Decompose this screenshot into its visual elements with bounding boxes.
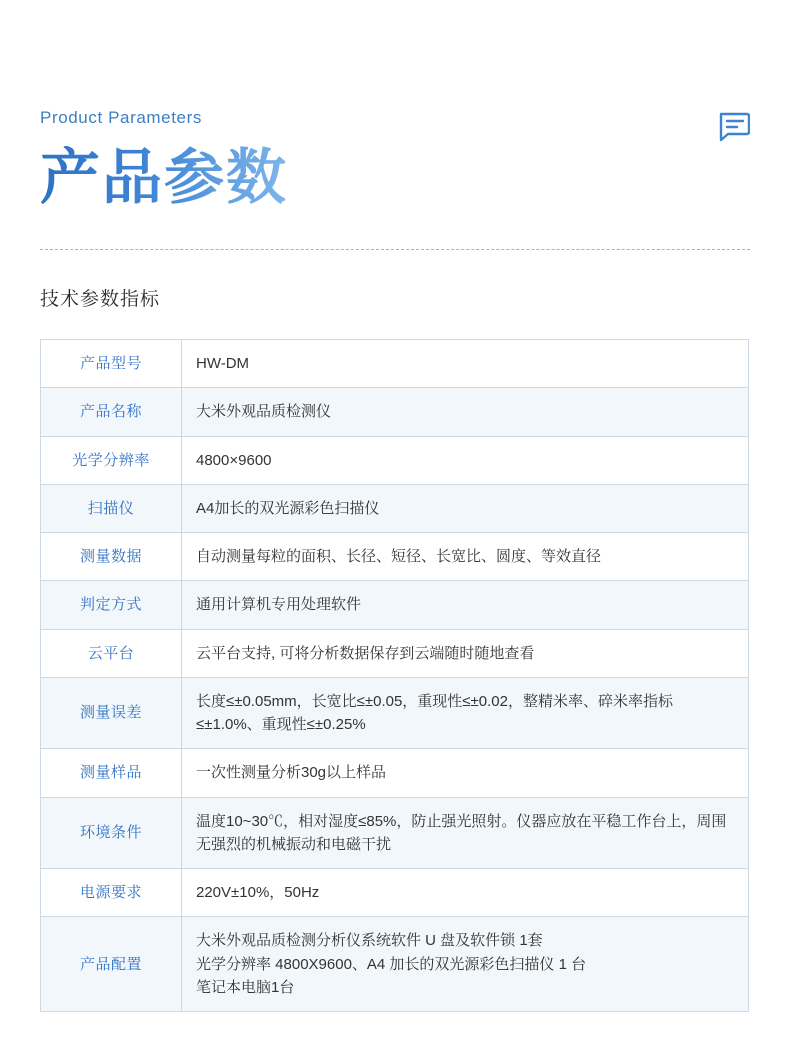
row-label: 产品名称 (41, 388, 182, 436)
table-row (41, 677, 749, 749)
row-label: 测量误差 (41, 677, 182, 749)
table-row (41, 869, 749, 917)
row-label: 电源要求 (41, 869, 182, 917)
row-value: 长度≤±0.05mm，长宽比≤±0.05，重现性≤±0.02，整精米率、碎米率指标≤±1.0%、重现性≤±0.25% (182, 677, 749, 749)
header-divider (40, 249, 750, 250)
row-label: 扫描仪 (41, 484, 182, 532)
table-row (41, 917, 749, 1012)
row-label: 产品配置 (41, 917, 182, 1012)
row-value: 云平台支持, 可将分析数据保存到云端随时随地查看 (182, 629, 749, 677)
parameters-table (40, 339, 749, 1012)
row-value: 自动测量每粒的面积、长径、短径、长宽比、圆度、等效直径 (182, 533, 749, 581)
section-title: 技术参数指标 (40, 289, 161, 310)
row-value: 220V±10%，50Hz (182, 869, 749, 917)
page-eyebrow: Product Parameters (40, 108, 202, 127)
row-label: 云平台 (41, 629, 182, 677)
page-header (40, 0, 750, 209)
row-value: 温度10~30℃，相对湿度≤85%，防止强光照射。仪器应放在平稳工作台上，周围无强烈的机械振动和电磁干扰 (182, 797, 749, 869)
row-label: 环境条件 (41, 797, 182, 869)
page-title: 产品参数 (40, 144, 288, 211)
row-value: HW-DM (182, 340, 749, 388)
table-row (41, 581, 749, 629)
table-row (41, 436, 749, 484)
note-icon (718, 112, 750, 142)
row-value: 大米外观品质检测仪 (182, 388, 749, 436)
row-label: 测量数据 (41, 533, 182, 581)
row-label: 光学分辨率 (41, 436, 182, 484)
row-value: 大米外观品质检测分析仪系统软件 U 盘及软件锁 1套 光学分辨率 4800X9600、A4 加长的双光源彩色扫描仪 1 台 笔记本电脑1台 (182, 917, 749, 1012)
row-value: 4800×9600 (182, 436, 749, 484)
row-label: 产品型号 (41, 340, 182, 388)
table-row (41, 749, 749, 797)
row-value: 通用计算机专用处理软件 (182, 581, 749, 629)
row-value: 一次性测量分析30g以上样品 (182, 749, 749, 797)
row-value: A4加长的双光源彩色扫描仪 (182, 484, 749, 532)
table-row (41, 340, 749, 388)
table-row (41, 629, 749, 677)
table-row (41, 484, 749, 532)
table-row (41, 388, 749, 436)
table-row (41, 533, 749, 581)
row-label: 判定方式 (41, 581, 182, 629)
row-label: 测量样品 (41, 749, 182, 797)
table-row (41, 797, 749, 869)
parameters-table-body (41, 340, 749, 1012)
